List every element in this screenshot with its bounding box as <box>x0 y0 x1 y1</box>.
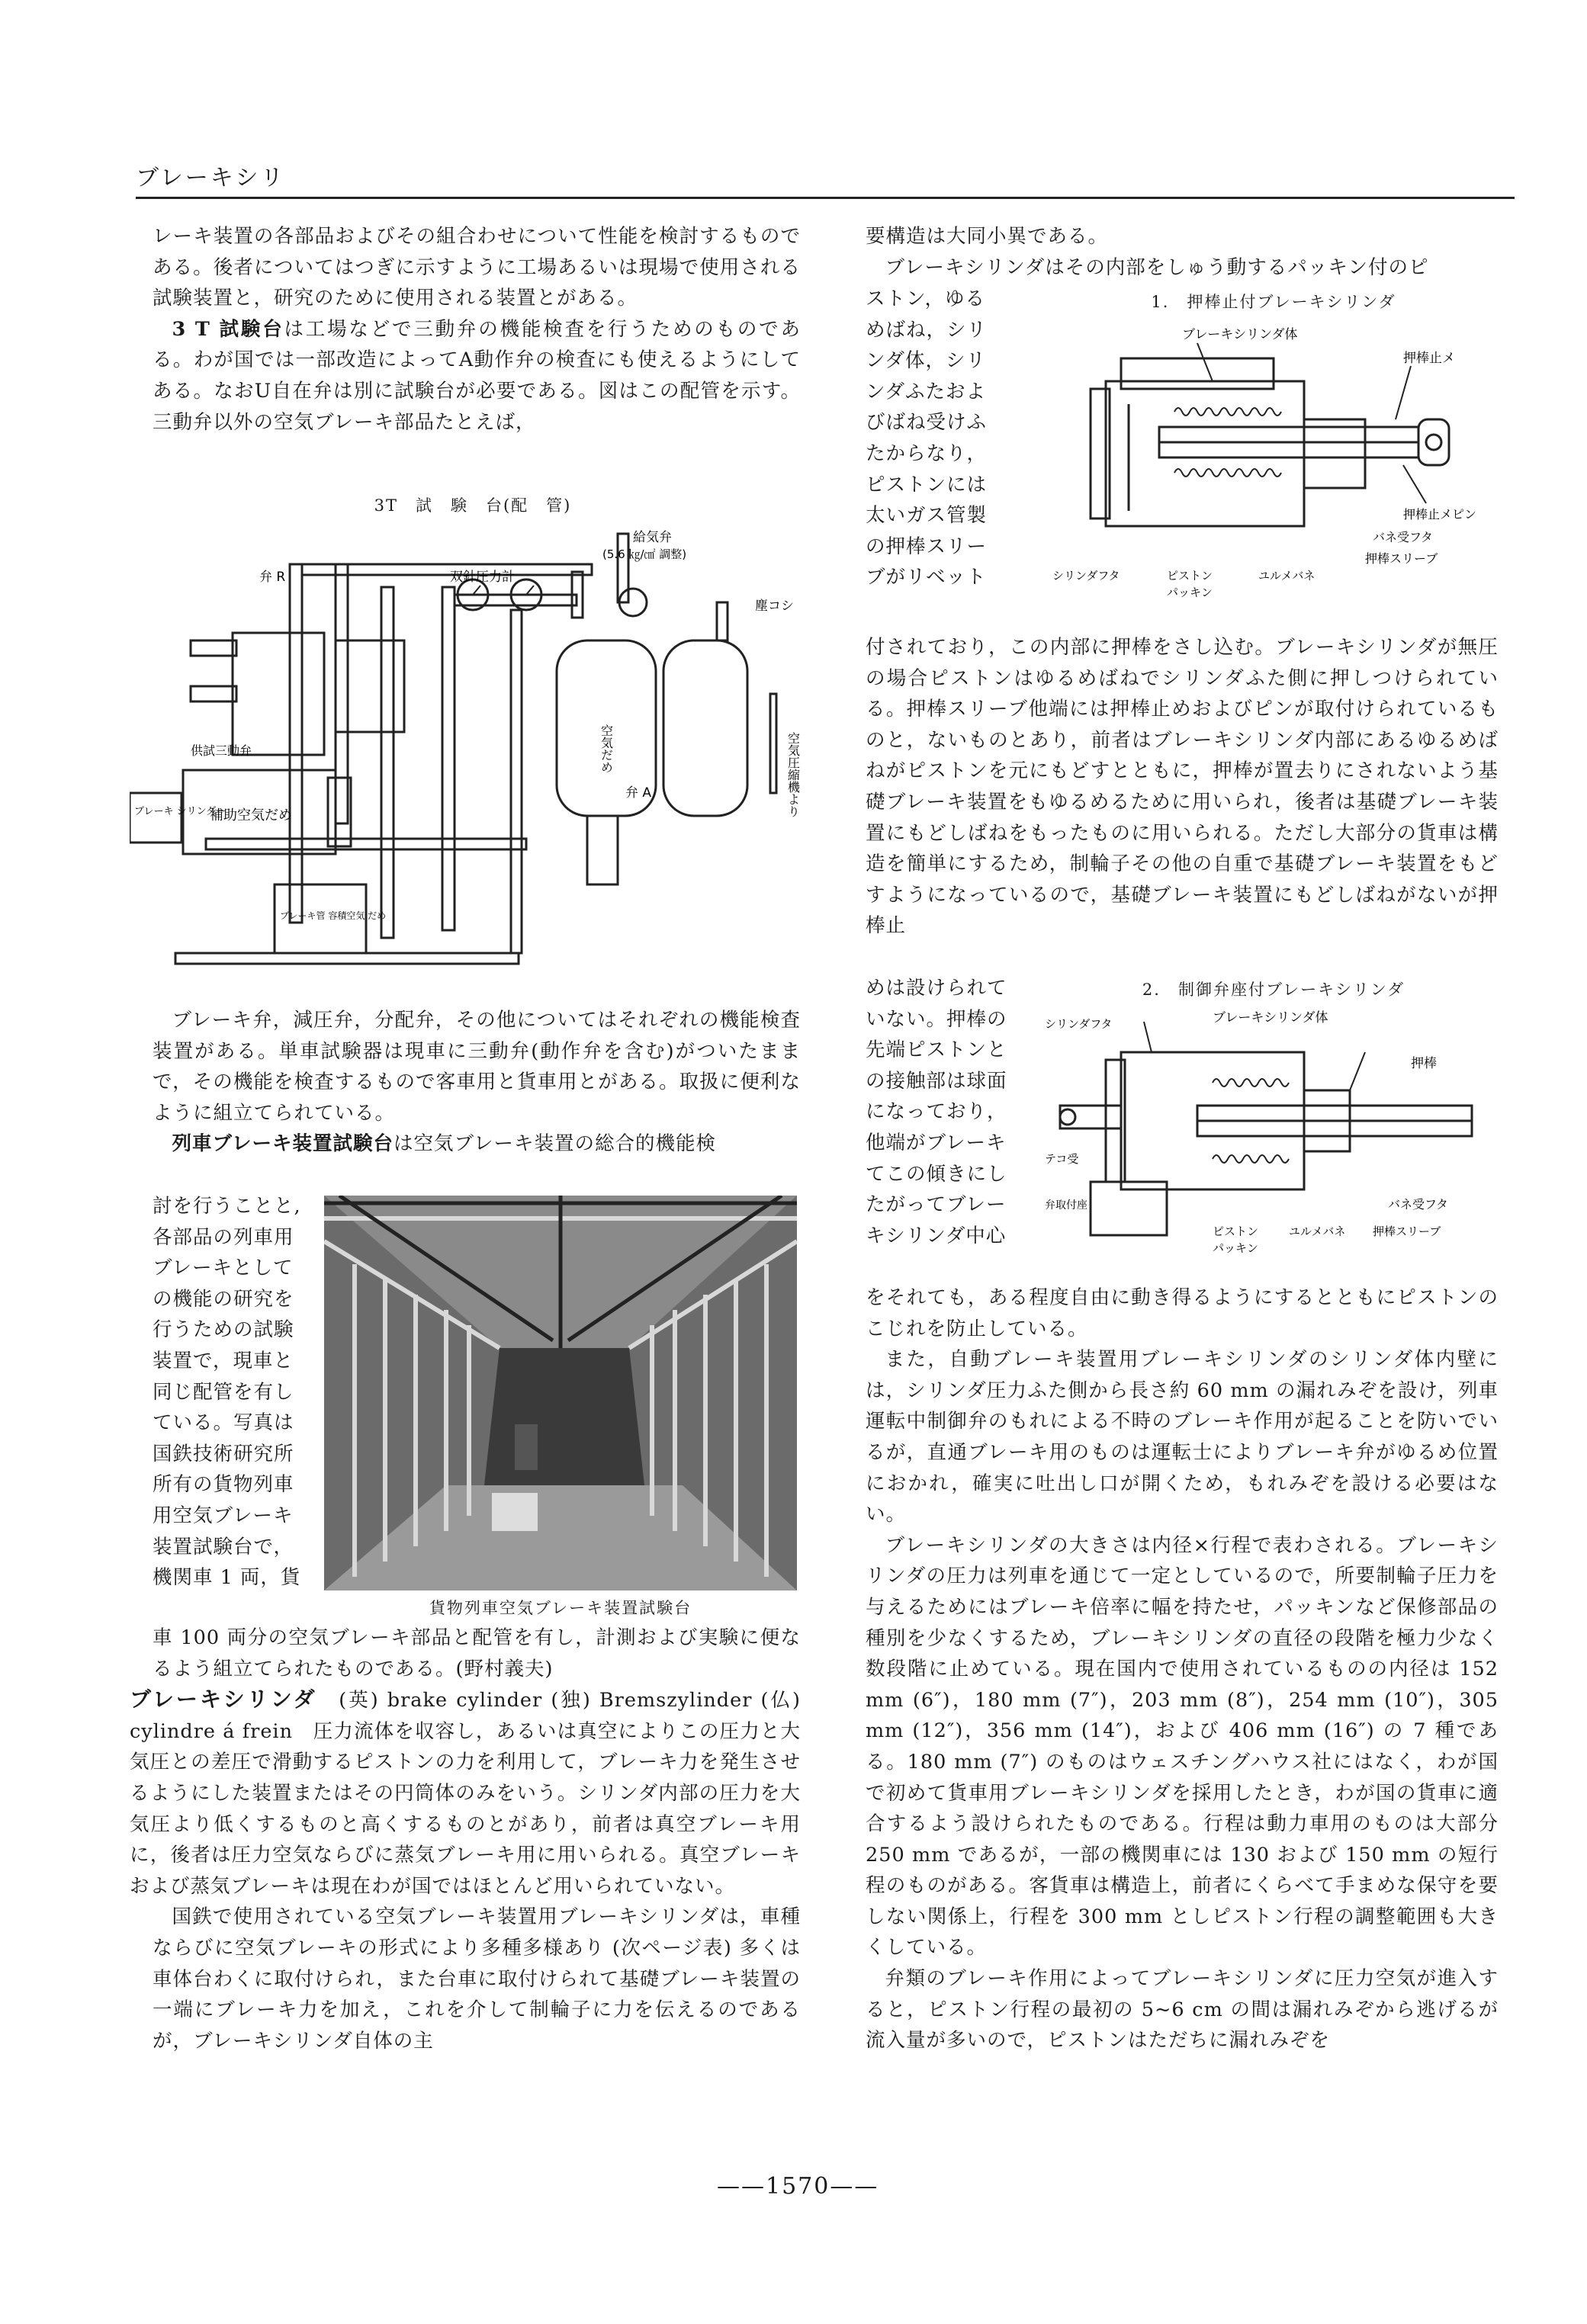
paragraph: また，自動ブレーキ装置用ブレーキシリンダのシリンダ体内壁には，シリンダ圧力ふた側から長さ約 60 mm の漏れみぞを設け，列車運転中制御弁のもれによる不時のブレーキ作用が起ることを防いでいるが，直通ブレーキ用のものは運転士によりブレーキ弁がゆるめ位置におかれ，確実に吐出し口が開くため，もれみぞを設ける必要はない。 <box>866 1348 1499 1526</box>
fig1-label-triple: 供試三動弁 <box>191 743 252 758</box>
fig2-label-spring-cover: バネ受フタ <box>1373 530 1433 544</box>
fig3-label-rod: 押棒 <box>1411 1056 1437 1071</box>
paragraph: 列車ブレーキ装置試験台は空気ブレーキ装置の総合的機能検 <box>172 1132 716 1156</box>
fig2-label-cover: シリンダフタ <box>1052 569 1120 583</box>
paragraph: 国鉄で使用されている空気ブレーキ装置用ブレーキシリンダは，車種ならびに空気ブレーキの形式により多種多様あり (次ページ表) 多くは車体台わくに取付けられ，また台車に取付けられて基礎ブレーキ装置の一端にブレーキ力を加え，これを介して制輪子に力を伝えるのであるが，ブレーキシリンダ自体の主 <box>153 1905 801 2053</box>
cylinder-diagram-2 <box>1045 1006 1502 1281</box>
header-rule <box>136 197 1515 199</box>
cylinder-diagram-1 <box>1045 320 1502 618</box>
fig2-label-pin: 押棒止メピン <box>1403 507 1477 522</box>
paragraph: 付されており，この内部に押棒をさし込む。ブレーキシリンダが無圧の場合ピストンはゆるめばねでシリンダふた側に押しつけられている。押棒スリーブ他端には押棒止めおよびピンが取付けられているものと，ないものとあり，前者はブレーキシリンダ内部にあるゆるめばねがピストンを元にもどすとともに，押棒が置去りにされないよう基礎ブレーキ装置をもゆるめるために用いられ，後者は基礎ブレーキ装置にもどしばねをもったものに用いられる。ただし大部分の貨車は構造を簡単にするため，制輪子その他の自重で基礎ブレーキ装置をもどすようになっているので，基礎ブレーキ装置にもどしばねがないが押棒止 <box>866 636 1499 938</box>
test-stand-photo <box>324 1196 797 1591</box>
fig3-label-cover: シリンダフタ <box>1045 1017 1113 1031</box>
fig1-label-dust: 塵コシ <box>755 599 794 614</box>
fig3-label-spring: ユルメバネ <box>1289 1225 1346 1238</box>
fig2-label-sleeve: 押棒スリーブ <box>1365 551 1438 566</box>
figure-caption: 1. 押棒止付ブレーキシリンダ <box>1151 293 1396 311</box>
piping-diagram <box>130 526 816 999</box>
right-column-bottom <box>866 1282 1499 2056</box>
paragraph: 3 T 試験台は工場などで三動弁の機能検査を行うためのものである。わが国では一部改造によってA動作弁の検査にも使えるようにしてある。なおU自在弁は別に試験台が必要である。図はこの配管を示す。三動弁以外の空気ブレーキ部品たとえば， <box>153 317 801 434</box>
fig2-label-spring: ユルメバネ <box>1258 569 1316 583</box>
page-number: ——1570—— <box>717 2173 879 2200</box>
paragraph: ブレーキ弁，減圧弁，分配弁，その他についてはそれぞれの機能検査装置がある。単車試験器は現車に三動弁(動作弁を含む)がついたままで，その機能を検査するもので客車用と貨車用とがある。取扱に便利なように組立てられている。 <box>153 1009 801 1125</box>
figure-caption: 2. 制御弁座付ブレーキシリンダ <box>1142 981 1405 999</box>
fig1-label-aux: 補助空気だめ <box>210 807 292 823</box>
term-3t: 3 T 試験台 <box>172 317 284 341</box>
fig2-label-piston: ピストン <box>1167 569 1213 583</box>
fig3-label-sleeve: 押棒スリーブ <box>1373 1225 1441 1238</box>
fig1-label-valve: 給気弁 <box>633 530 672 545</box>
fig2-side-text: ストン，ゆる めばね，シリ ンダ体，シリ ンダふたおよ びばね受けふ たからなり， ピストンには 太いガス管製 の押棒スリー ブがリベット <box>866 287 988 589</box>
right-column-top <box>866 221 1499 283</box>
paragraph: 車 100 両分の空気ブレーキ部品と配管を有し，計測および実験に便なるよう組立てられたものである。(野村義夫) <box>153 1626 801 1680</box>
term-train-brake: 列車ブレーキ装置試験台 <box>172 1132 394 1156</box>
fig1-label-tank: 空気だめ <box>599 724 614 773</box>
running-header: ブレーキシリ <box>136 165 286 191</box>
figure-caption: 3T 試 験 台(配 管) <box>374 496 572 515</box>
fig3-label-packing: パッキン <box>1213 1241 1258 1255</box>
left-column-middle <box>153 1005 801 1160</box>
fig3-label-seat: 弁取付座 <box>1045 1199 1087 1212</box>
fig3-side-text: めは設けられて いない。押棒の 先端ピストンと の接触部は球面 になっており， 他端がブレーキ てこの傾きにし たがってブレー キシリンダ中心 <box>866 977 1007 1247</box>
fig1-label-valve-r: 弁 R <box>259 570 286 585</box>
paragraph: ブレーキシリンダの大きさは内径×行程で表わされる。ブレーキシリンダの圧力は列車を通じて一定としているので，所要制輪子圧力を与えるためにはブレーキ倍率に幅を持たせ，パッキンなど保修部品の種別を少なくするため，ブレーキシリンダの直径の段階を極力少なく数段階に止めている。現在国内で使用されているものの内径は 152 mm (6″)，180 mm (7″)，203 mm (8″)，254 mm (10″)，305 mm (12″)，356 mm (14″)，および 406 mm (16″) の 7 種である。180 mm (7″) のものはウェスチングハウス社にはなく，わが国で初めて貨車用ブレーキシリンダを採用したとき，わが国の貨車に適合するよう設けられたものである。行程は動力車用のものは大部分 250 mm であるが，一部の機関車には 130 および 150 mm の短行程のものがある。客貨車は構造上，前者にくらべて手まめな保守を要しない関係上，行程を 300 mm としピストン行程の調整範囲も大きくしている。 <box>866 1533 1499 1960</box>
paragraph: 要構造は大同小異である。 <box>866 225 1109 248</box>
entry: ブレーキシリンダ (英) brake cylinder (独) Bremszylinder (仏) cylindre á frein 圧力流体を収容し，あるいは真空によりこの圧力と大気圧との差圧で滑動するピストンの力を利用して，ブレーキ力を発生させるようにした装置またはその円筒体のみをいう。シリンダ内部の圧力を大気圧より低くするものと高くするものとがあり，前者は真空ブレーキ用に，後者は圧力空気ならびに蒸気ブレーキ用に用いられる。真空ブレーキおよび蒸気ブレーキは現在わが国ではほとんど用いられていない。 <box>130 1687 801 1898</box>
paragraph: 弁類のブレーキ作用によってブレーキシリンダに圧力空気が進入すると，ピストン行程の最初の 5~6 cm の間は漏れみぞから逃げるが流入量が多いので，ピストンはただちに漏れみぞを <box>866 1967 1499 2053</box>
fig1-label-valve-a: 弁 A <box>625 785 652 801</box>
photo-caption: 貨物列車空気ブレーキ装置試験台 <box>429 1599 692 1617</box>
fig2-label-packing: パッキン <box>1167 586 1213 599</box>
paragraph: ブレーキシリンダはその内部をしゅう動するパッキン付のピ <box>885 255 1429 279</box>
right-column-middle <box>866 632 1499 942</box>
fig2-label-stop: 押棒止メ <box>1403 351 1455 366</box>
fig3-label-spring-cover: バネ受フタ <box>1388 1197 1448 1212</box>
fig1-label-pipe: ブレーキ管 容積空気 だめ <box>280 910 387 921</box>
fig2-label-body: ブレーキシリンダ体 <box>1182 327 1298 342</box>
fig3-label-body: ブレーキシリンダ体 <box>1213 1010 1328 1026</box>
left-column-bottom <box>130 1623 801 2056</box>
fig3-label-lever: テコ受 <box>1045 1152 1079 1166</box>
paragraph: をそれても，ある程度自由に動き得るようにするとともにピストンのこじれを防止している。 <box>866 1286 1499 1340</box>
fig1-label-gauge: 双針圧力計 <box>450 570 515 585</box>
entry-headword: ブレーキシリンダ <box>130 1687 317 1713</box>
photo-side-text: 討を行うことと, 各部品の列車用 ブレーキとして の機能の研究を 行うための試験 装置で，現車と 同じ配管を有し ている。写真は 国鉄技術研究所 所有の貨物列車 用空気ブレーキ 装置試験台で， 機関車 1 両，貨 <box>153 1195 301 1590</box>
left-column-top <box>153 221 801 438</box>
fig3-label-piston: ピストン <box>1213 1225 1259 1238</box>
paragraph: レーキ装置の各部品およびその組合わせについて性能を検討するものである。後者についてはつぎに示すように工場あるいは現場で使用される試験装置と，研究のために使用される装置とがある。 <box>153 225 801 310</box>
fig1-label-valve-sub: (5.6 ㎏/㎠ 調整) <box>602 547 687 561</box>
fig1-label-supply: 空気圧縮機より <box>785 732 801 817</box>
fig1-label-cyl: ブレーキ シリンダー <box>134 806 226 817</box>
